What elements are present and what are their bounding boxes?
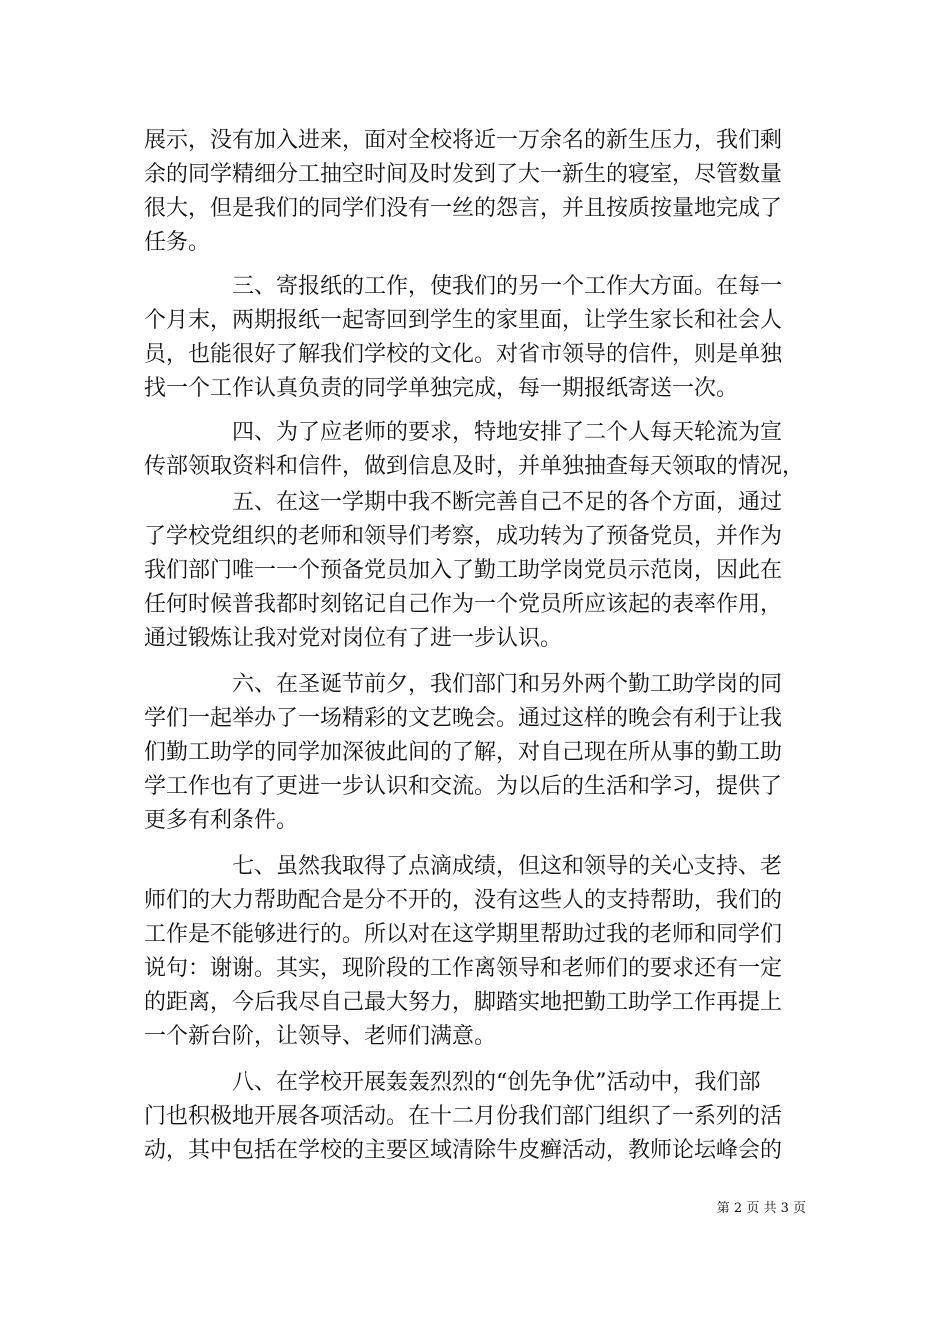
text-line: 说句：谢谢。其实，现阶段的工作离领导和老师们的要求还有一定 bbox=[144, 956, 783, 981]
text-line: 了学校党组织的老师和领导们考察，成功转为了预备党员，并作为 bbox=[144, 524, 783, 549]
text-line: 找一个工作认真负责的同学单独完成，每一期报纸寄送一次。 bbox=[144, 376, 739, 401]
text-line: 通过锻炼让我对党对岗位有了进一步认识。 bbox=[144, 626, 563, 651]
text-line: 们勤工助学的同学加深彼此间的了解，对自己现在所从事的勤工助 bbox=[144, 740, 783, 765]
text-line: 更多有利条件。 bbox=[144, 808, 299, 833]
text-line: 五、在这一学期中我不断完善自己不足的各个方面，通过 bbox=[144, 490, 783, 515]
text-line: 很大，但是我们的同学们没有一丝的怨言，并且按质按量地完成了 bbox=[144, 196, 783, 221]
text-line: 学们一起举办了一场精彩的文艺晚会。通过这样的晚会有利于让我 bbox=[144, 706, 783, 731]
text-line: 的距离，今后我尽自己最大努力，脚踏实地把勤工助学工作再提上 bbox=[144, 990, 783, 1015]
text-line: 七、虽然我取得了点滴成绩，但这和领导的关心支持、老 bbox=[144, 854, 783, 879]
text-line: 门也积极地开展各项活动。在十二月份我们部门组织了一系列的活 bbox=[144, 1104, 783, 1129]
text-line: 动，其中包括在学校的主要区域清除牛皮癣活动，教师论坛峰会的 bbox=[144, 1138, 783, 1163]
text-line: 六、在圣诞节前夕，我们部门和另外两个勤工助学岗的同 bbox=[144, 672, 783, 697]
text-line: 任务。 bbox=[144, 230, 211, 255]
text-line: 员，也能很好了解我们学校的文化。对省市领导的信件，则是单独 bbox=[144, 342, 783, 367]
text-line: 展示，没有加入进来，面对全校将近一万余名的新生压力，我们剩 bbox=[144, 128, 783, 153]
text-line: 工作是不能够进行的。所以对在这学期里帮助过我的老师和同学们 bbox=[144, 922, 783, 947]
text-line: 个月末，两期报纸一起寄回到学生的家里面，让学生家长和社会人 bbox=[144, 308, 783, 333]
text-line: 任何时候普我都时刻铭记自己作为一个党员所应该起的表率作用， bbox=[144, 592, 783, 617]
text-line: 四、为了应老师的要求，特地安排了二个人每天轮流为宣 bbox=[144, 420, 783, 445]
text-line: 学工作也有了更进一步认识和交流。为以后的生活和学习，提供了 bbox=[144, 774, 783, 799]
page-number-footer: 第 2 页 共 3 页 bbox=[716, 1201, 806, 1216]
text-line: 一个新台阶，让领导、老师们满意。 bbox=[144, 1024, 497, 1049]
text-line: 三、寄报纸的工作，使我们的另一个工作大方面。在每一 bbox=[144, 274, 783, 299]
text-line: 师们的大力帮助配合是分不开的，没有这些人的支持帮助，我们的 bbox=[144, 888, 783, 913]
text-line: 我们部门唯一一个预备党员加入了勤工助学岗党员示范岗，因此在 bbox=[144, 558, 783, 583]
text-line: 八、在学校开展轰轰烈烈的“创先争优”活动中，我们部 bbox=[144, 1070, 761, 1095]
text-line: 传部领取资料和信件，做到信息及时，并单独抽查每天领取的情况， bbox=[144, 454, 805, 479]
text-line: 余的同学精细分工抽空时间及时发到了大一新生的寝室，尽管数量 bbox=[144, 162, 783, 187]
